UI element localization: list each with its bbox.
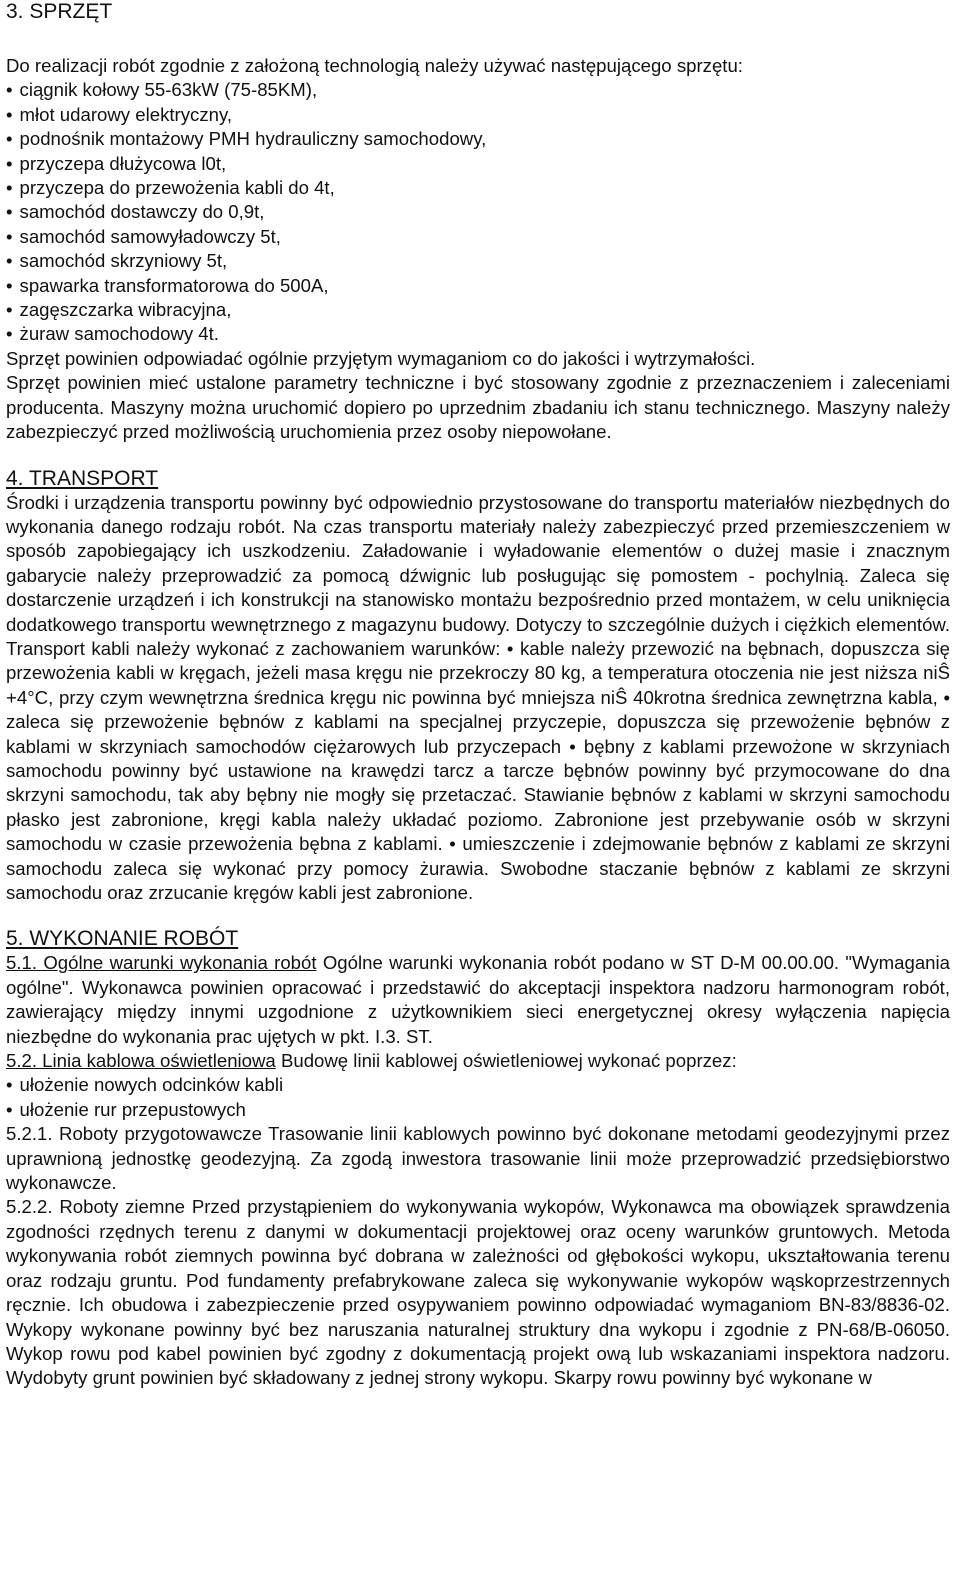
section-3-heading: 3. SPRZĘT: [6, 0, 113, 23]
equipment-requirement-paragraph: Sprzęt powinien odpowiadać ogólnie przyjętym wymaganiom co do jakości i wytrzymałości.: [6, 347, 756, 369]
subsection-5-2-title: 5.2. Linia kablowa oświetleniowa: [6, 1050, 276, 1072]
section-spacer: [6, 445, 950, 467]
list-item: • ułożenie nowych odcinków kabli: [6, 1073, 950, 1097]
subsection-5-1-title: 5.1. Ogólne warunki wykonania robót: [6, 952, 317, 974]
section-3-intro: Do realizacji robót zgodnie z założoną technologią należy używać następującego sprzętu:: [6, 55, 743, 76]
earthworks-paragraph: 5.2.2. Roboty ziemne Przed przystąpieniem do wykonywania wykopów, Wykonawca ma obowiązek sprawdzenia zgodności rzędnych terenu z danymi w dokumentacji projektowej oraz oceny warunków gruntowych. Metoda wykonywania robót ziemnych powinna być dobrana w zależności od głębokości wykopu, ukształtowania terenu oraz rodzaju gruntu. Pod fundamenty prefabrykowane zaleca się wykonywanie wykopów wąskoprzestrzennych ręcznie. Ich obudowa i zabezpieczenie przed osypywaniem powinno odpowiadać wymaganiom BN-83/8836-02. Wykopy wykonane powinny być bez naruszania naturalnej struktury dna wykopu i zgodnie z PN-68/B-06050. Wykop rowu pod kabel powinien być zgodny z dokumentacją projekt ową lub wskazaniami inspektora nadzoru. Wydobyty grunt powinien być składowany z jednej strony wykopu. Skarpy rowu powinny być wykonane w: [6, 1196, 950, 1389]
equipment-list: [6, 78, 950, 346]
list-item: • samochód skrzyniowy 5t,: [6, 249, 950, 273]
list-item: • zagęszczarka wibracyjna,: [6, 298, 950, 322]
section-5-heading: 5. WYKONANIE ROBÓT: [6, 927, 239, 951]
general-conditions-paragraph: [6, 951, 950, 1049]
list-item: • przyczepa do przewożenia kabli do 4t,: [6, 176, 950, 200]
list-item: • spawarka transformatorowa do 500A,: [6, 274, 950, 298]
section-spacer: [6, 905, 950, 927]
cable-line-paragraph: [6, 1049, 950, 1073]
cable-work-list: [6, 1073, 950, 1122]
section-4-heading: 4. TRANSPORT: [6, 466, 159, 490]
list-item: • przyczepa dłużycowa l0t,: [6, 152, 950, 176]
list-item: • samochód dostawczy do 0,9t,: [6, 200, 950, 224]
list-item: • młot udarowy elektryczny,: [6, 103, 950, 127]
list-item: • samochód samowyładowczy 5t,: [6, 225, 950, 249]
list-item: • podnośnik montażowy PMH hydrauliczny samochodowy,: [6, 127, 950, 151]
transport-paragraph: Środki i urządzenia transportu powinny być odpowiednio przystosowane do transportu materiałów niezbędnych do wykonania danego rodzaju robót. Na czas transportu materiały należy zabezpieczyć przed przemieszczeniem w sposób zapobiegający ich uszkodzeniu. Załadowanie i wyładowanie elementów o dużej masie i znacznym gabarycie należy przeprowadzić za pomocą dźwignic lub posługując się pomostem - pochylnią. Zaleca się dostarczenie urządzeń i ich konstrukcji na stanowisko montażu bezpośrednio przed montażem, w celu uniknięcia dodatkowego transportu wewnętrznego z magazynu budowy. Dotyczy to szczególnie dużych i ciężkich elementów. Transport kabli należy wykonać z zachowaniem warunków: • kable należy przewozić na bębnach, dopuszcza się przewożenia kabli w kręgach, jeżeli masa kręgu nie przekroczy 80 kg, a temperatura otoczenia nie jest niższa niŜ +4°C, przy czym wewnętrzna średnica kręgu nic powinna być mniejsza niŜ 40krotna średnica zewnętrzna kabla, • zaleca się przewożenie bębnów z kablami na specjalnej przyczepie, dopuszcza się przewożenie bębnów z kablami w skrzyniach samochodów ciężarowych lub przyczepach • bębny z kablami przewożone w skrzyniach samochodu powinny być ustawione na krawędzi tarcz a tarcze bębnów powinny być przymocowane do dna skrzyni samochodu, tak aby bębny nie mogły się przetaczać. Stawianie bębnów z kablami w skrzyni samochodu płasko jest zabronione, kręgi kabla należy układać poziomo. Zabronione jest przebywanie osób w skrzyni samochodu w czasie przewożenia bębna z kablami. • umieszczenie i zdejmowanie bębnów z kablami ze skrzyni samochodu zaleca się wykonać przy pomocy żurawia. Swobodne staczanie bębnów z kablami ze skrzyni samochodu oraz zrzucanie kręgów kabli jest zabronione.: [6, 491, 950, 903]
list-item: • żuraw samochodowy 4t.: [6, 322, 950, 346]
list-item: • ciągnik kołowy 55-63kW (75-85KM),: [6, 78, 950, 102]
equipment-parameters-paragraph: Sprzęt powinien mieć ustalone parametry techniczne i być stosowany zgodnie z przeznaczeniem i zaleceniami producenta. Maszyny można uruchomić dopiero po uprzednim zbadaniu ich stanu technicznego. Maszyny należy zabezpieczyć przed możliwością uruchomienia przez osoby niepowołane.: [6, 372, 950, 443]
subsection-5-1-text: Ogólne warunki wykonania robót podano w ST D-M 00.00.00. "Wymagania ogólne". Wykonawca powinien opracować i przedstawić do akceptacji inspektora nadzoru harmonogram robót, zawierający między innymi uzgodnione z użytkownikiem sieci energetycznej okresy wyłączenia napięcia niezbędne do wykonania prac ujętych w pkt. I.3. ST.: [6, 952, 950, 1047]
preparatory-works-paragraph: 5.2.1. Roboty przygotowawcze Trasowanie linii kablowych powinno być dokonane metodami geodezyjnymi przez uprawnioną jednostkę geodezyjną. Za zgodą inwestora trasowanie linii może przeprowadzić przedsiębiorstwo wykonawcze.: [6, 1123, 950, 1194]
subsection-5-2-text: Budowę linii kablowej oświetleniowej wykonać poprzez:: [275, 1050, 737, 1072]
list-item: • ułożenie rur przepustowych: [6, 1098, 950, 1122]
